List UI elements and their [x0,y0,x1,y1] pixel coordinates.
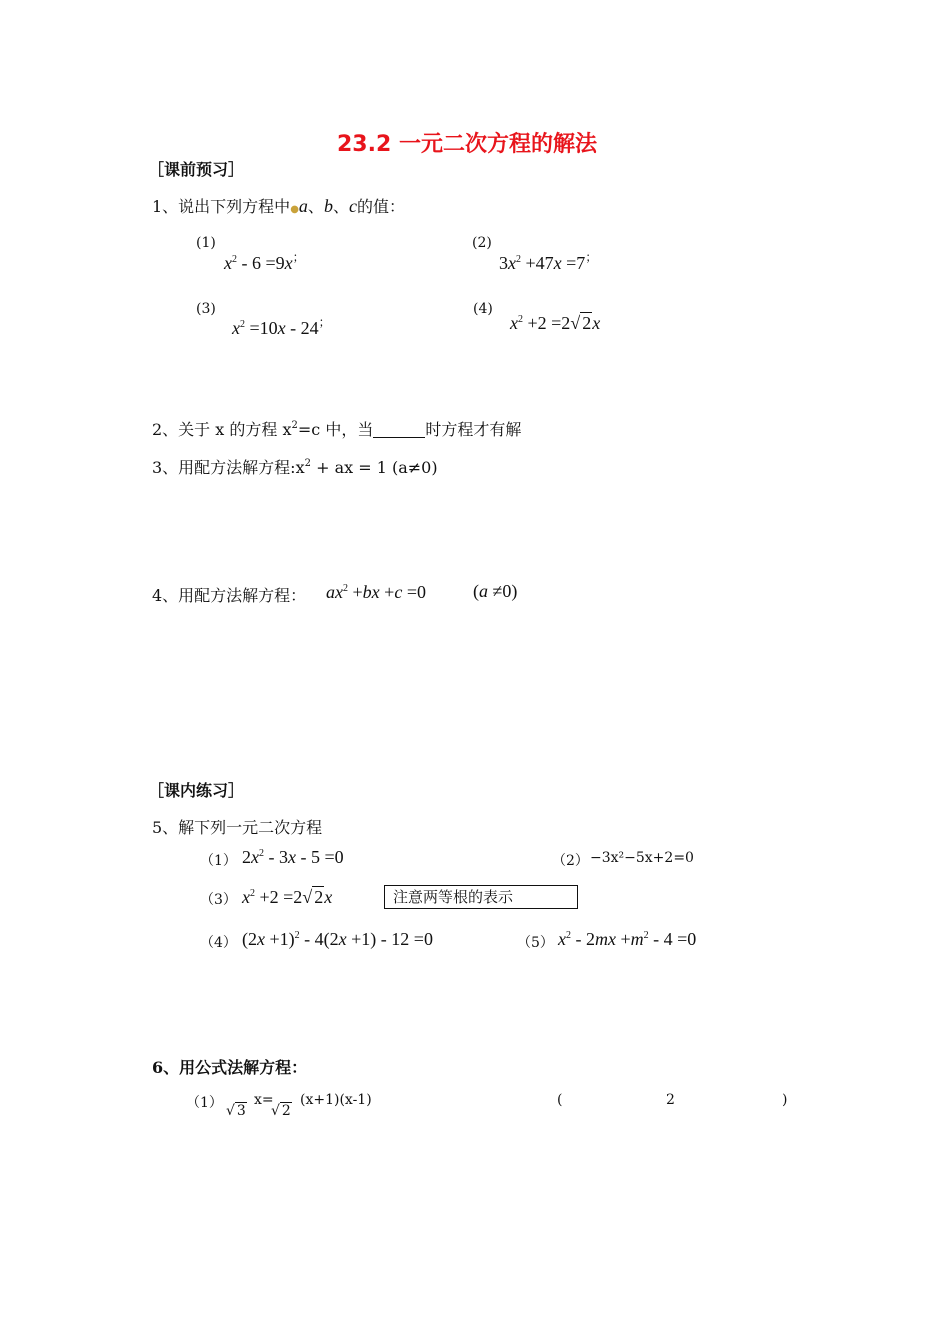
q6-item-2-open-paren: ( [557,1092,563,1108]
question-4-condition: (a ≠0) [473,581,518,601]
var-b: b [323,196,333,216]
q6-item-1-x-eq: x= [254,1092,274,1108]
q1-item-1-equation: $x^2 - 6 =9x^;$ [224,250,305,273]
q6-item-1-label: （1） [186,1095,223,1111]
q1-item-3-label: (3) [196,301,216,317]
q5-item-4-label: （4） [200,935,237,951]
question-4-equation: $ax^2 +bx +c =0$ [326,582,426,602]
q1-item-2-label: (2) [472,235,492,251]
question-6: 6、用公式法解方程： [152,1058,308,1077]
q6-item-2-number: 2 [666,1092,675,1108]
separator: 、 [332,197,349,216]
var-c: c [348,196,357,216]
q5-item-1-equation: $2x^2 - 3x - 5 =0$ [242,847,344,867]
section-heading-practice: ［课内练习］ [148,781,245,800]
q1-item-3-equation: $x^2 =10x - 24^;$ [232,315,331,338]
q5-item-1-label: （1） [200,853,237,869]
q1-item-4-label: (4) [473,301,493,317]
q6-item-2-close-paren: ) [782,1092,788,1108]
question-4: 4、用配方法解方程： [152,586,307,605]
question-1: 1、说出下列方程中●a、b、c的值： [152,196,405,216]
q5-item-3-equation: $x^2 +2 =2√$ 2x [242,887,333,907]
hint-box: 注意两等根的表示 [384,885,578,909]
page-title: 23.2 一元二次方程的解法 [337,132,597,157]
q1-item-1-label: (1) [196,235,216,251]
section-heading-preview: ［课前预习］ [148,160,245,179]
q1-item-2-equation: $3x^2 +47x =7^;$ [499,250,598,273]
question-1-text: 1、说出下列方程中 [152,197,291,216]
question-1-tail: 的值： [356,197,405,216]
q5-item-2-equation: −3x²−5x+2=0 [590,850,694,866]
var-a: a [298,196,308,216]
answer-blank[interactable] [373,423,425,438]
q1-item-4-equation: $x^2 +2 =2√$ 2x [510,313,601,333]
question-5: 5、解下列一元二次方程 [152,818,323,837]
q5-item-5-equation: $x^2 - 2mx +m^2 - 4 =0$ [558,929,697,949]
q6-item-1-factors: (x+1)(x-1) [300,1092,372,1108]
question-3: 3、用配方法解方程$:x^2$ + ax = 1 (a≠0) [152,458,438,477]
q6-item-1-root3: √ 3 [226,1103,246,1119]
question-2: 2、关于 x 的方程 $x^2=c$ 中，当 时方程才有解 [152,420,522,439]
q5-item-2-label: （2） [552,853,589,869]
q6-item-1-root2: √ 2 [271,1103,291,1119]
q5-item-3-label: （3） [200,892,237,908]
q5-item-4-equation: $(2x +1)^2 - 4(2x +1) - 12 =0$ [242,929,433,949]
separator: 、 [307,197,324,216]
q5-item-5-label: （5） [517,935,554,951]
